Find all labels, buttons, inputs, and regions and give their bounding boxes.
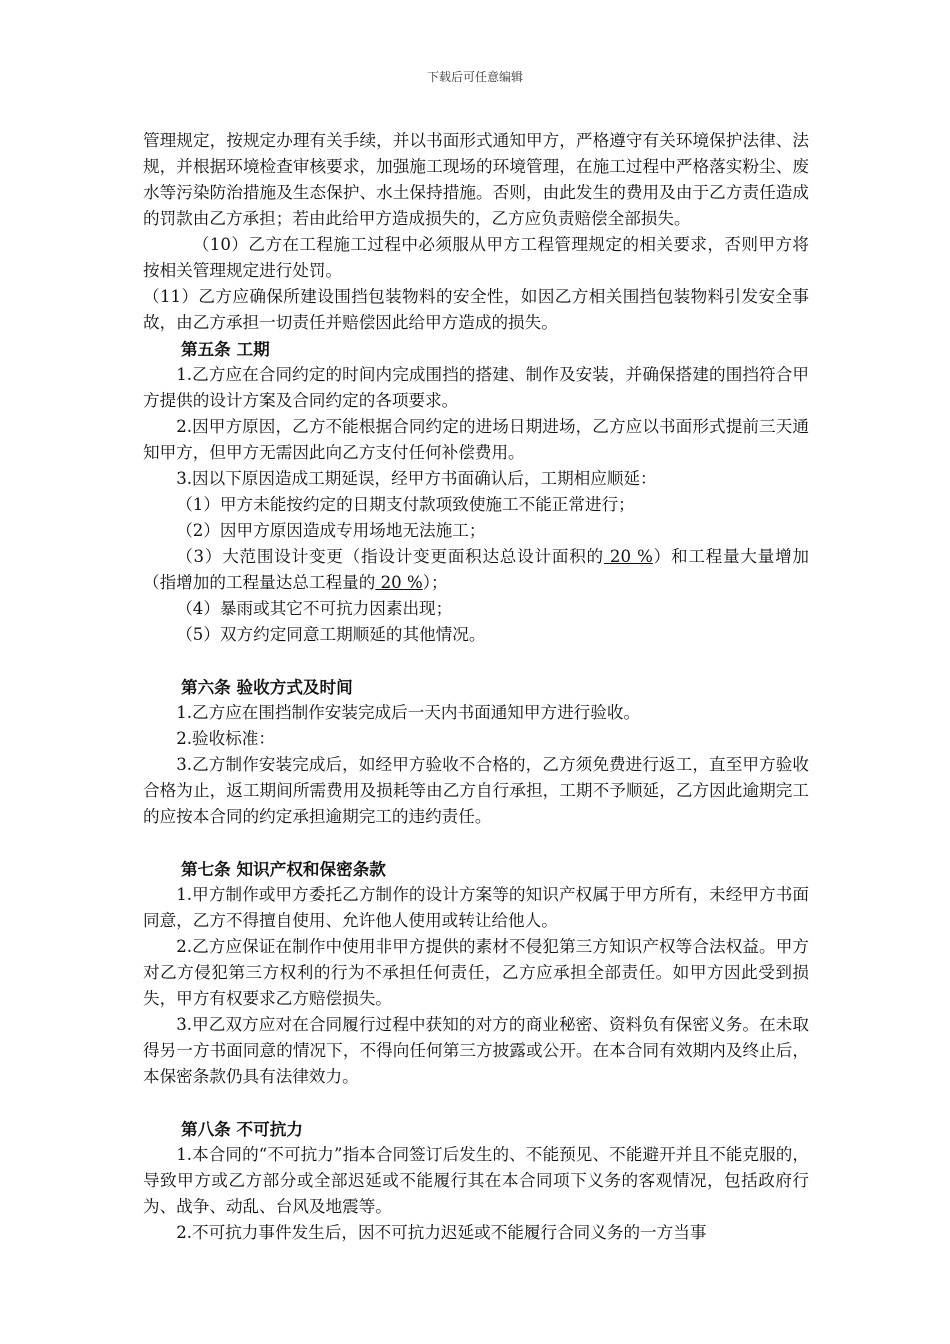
spacer [143,830,809,856]
article-7-item-2: 2.乙方应保证在制作中使用非甲方提供的素材不侵犯第三方知识产权等合法权益。甲方对乙方侵犯第三方权利的行为不承担任何责任，乙方应承担全部责任。如甲方因此受到损失，甲方有权要求乙方赔偿损失。 [143,937,809,1008]
article-5-sub-4: （4）暴雨或其它不可抗力因素出现； [176,599,453,618]
page-header: 下载后可任意编辑 [426,70,523,84]
sub-3-text-a: （3）大范围设计变更（指设计变更面积达总设计面积的 [176,547,604,566]
article-5-sub-5: （5）双方约定同意工期顺延的其他情况。 [176,625,486,644]
article-5-item-2: 2.因甲方原因，乙方不能根据合同约定的进场日期进场，乙方应以书面形式提前三天通知甲方，但甲方无需因此向乙方支付任何补偿费用。 [143,417,809,462]
article-5-sub-1: （1）甲方未能按约定的日期支付款项致使施工不能正常进行； [176,495,635,514]
paragraph-clause-11: （11）乙方应确保所建设围挡包装物料的安全性，如因乙方相关围挡包装物料引发安全事故，由乙方承担一切责任并赔偿因此给甲方造成的损失。 [143,287,809,332]
paragraph-env-management: 管理规定，按规定办理有关手续，并以书面形式通知甲方，严格遵守有关环境保护法律、法规，并根据环境检查审核要求，加强施工现场的环境管理，在施工过程中严格落实粉尘、废水等污染防治措施及生态保护、水土保持措施。否则，由此发生的费用及由于乙方责任造成的罚款由乙方承担；若由此给甲方造成损失的，乙方应负责赔偿全部损失。 [143,131,809,228]
spacer [143,648,809,674]
article-5-item-3: 3.因以下原因造成工期延误，经甲方书面确认后，工期相应顺延： [176,469,657,488]
article-8-item-1: 1.本合同的“不可抗力”指本合同签订后发生的、不能预见、不能避开并且不能克服的，导致甲方或乙方部分或全部迟延或不能履行其在本合同项下义务的客观情况，包括政府行为、战争、动乱、台风及地震等。 [143,1145,809,1216]
article-7-title: 第七条 知识产权和保密条款 [181,859,386,879]
article-5-item-1: 1.乙方应在合同约定的时间内完成围挡的搭建、制作及安装，并确保搭建的围挡符合甲方提供的设计方案及合同约定的各项要求。 [143,365,809,410]
article-6-item-1: 1.乙方应在围挡制作安装完成后一天内书面通知甲方进行验收。 [176,703,641,722]
article-6-item-3: 3.乙方制作安装完成后，如经甲方验收不合格的，乙方须免费进行返工，直至甲方验收合格为止，返工期间所需费用及损耗等由乙方自行承担，工期不予顺延，乙方因此逾期完工的应按本合同的约定承担逾期完工的违约责任。 [143,755,809,826]
spacer [143,1090,809,1116]
article-7-item-1: 1.甲方制作或甲方委托乙方制作的设计方案等的知识产权属于甲方所有，未经甲方书面同意，乙方不得擅自使用、允许他人使用或转让给他人。 [143,885,809,930]
article-5-sub-2: （2）因甲方原因造成专用场地无法施工； [176,521,486,540]
paragraph-clause-10: （10）乙方在工程施工过程中必须服从甲方工程管理规定的相关要求，否则甲方将按相关管理规定进行处罚。 [143,235,809,280]
article-6-item-2: 2.验收标准： [176,729,275,748]
article-8-title: 第八条 不可抗力 [181,1119,303,1139]
article-7-item-3: 3.甲乙双方应对在合同履行过程中获知的对方的商业秘密、资料负有保密义务。在未取得另一方书面同意的情况下，不得向任何第三方披露或公开。在本合同有效期内及终止后，本保密条款仍具有法律效力。 [143,1015,809,1086]
sub-3-text-c: ）； [422,573,448,592]
document-body [143,128,809,1246]
sub-3-value-2: 20 % [375,573,423,592]
article-5-sub-3 [143,544,809,596]
article-6-title: 第六条 验收方式及时间 [181,677,353,697]
sub-3-value-1: 20 % [603,547,653,566]
article-5-title: 第五条 工期 [181,339,270,359]
article-8-item-2: 2.不可抗力事件发生后，因不可抗力迟延或不能履行合同义务的一方当事 [176,1223,707,1242]
sub-3-text-b: ）和工程量大量增加（指增加的工程量达总工程量的 [143,547,810,592]
